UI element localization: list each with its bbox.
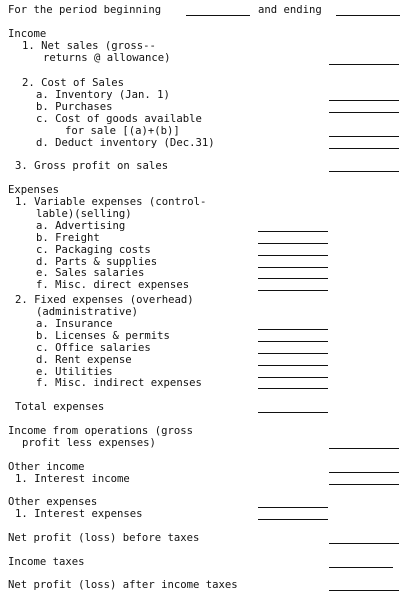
licenses-permits-label: b. Licenses & permits bbox=[36, 330, 170, 342]
misc-direct-blank[interactable] bbox=[258, 290, 328, 291]
cogs-label: c. Cost of goods available bbox=[36, 113, 202, 125]
sales-salaries-blank[interactable] bbox=[258, 278, 328, 279]
variable-expenses-label: 1. Variable expenses (control- bbox=[15, 196, 207, 208]
interest-expenses-label: 1. Interest expenses bbox=[15, 508, 143, 520]
profit-after-taxes-blank[interactable] bbox=[329, 590, 399, 591]
misc-direct-label: f. Misc. direct expenses bbox=[36, 279, 190, 291]
other-income-heading: Other income bbox=[8, 461, 85, 473]
profit-after-taxes-label: Net profit (loss) after income taxes bbox=[8, 579, 238, 591]
period-ending-blank[interactable] bbox=[336, 15, 400, 16]
advertising-label: a. Advertising bbox=[36, 220, 126, 232]
freight-label: b. Freight bbox=[36, 232, 100, 244]
cogs-label-cont: for sale [(a)+(b)] bbox=[65, 125, 180, 137]
purchases-blank[interactable] bbox=[329, 112, 399, 113]
other-expenses-blank[interactable] bbox=[258, 507, 328, 508]
other-expenses-heading: Other expenses bbox=[8, 496, 98, 508]
packaging-costs-label: c. Packaging costs bbox=[36, 244, 151, 256]
fixed-expenses-label: 2. Fixed expenses (overhead) bbox=[15, 294, 194, 306]
deduct-inventory-blank[interactable] bbox=[329, 148, 399, 149]
variable-expenses-label-cont: lable)(selling) bbox=[36, 208, 132, 220]
parts-supplies-blank[interactable] bbox=[258, 267, 328, 268]
sales-salaries-label: e. Sales salaries bbox=[36, 267, 145, 279]
other-income-blank[interactable] bbox=[329, 472, 399, 473]
profit-before-taxes-blank[interactable] bbox=[329, 543, 399, 544]
income-taxes-label: Income taxes bbox=[8, 556, 85, 568]
rent-expense-blank[interactable] bbox=[258, 365, 328, 366]
deduct-inventory-label: d. Deduct inventory (Dec.31) bbox=[36, 137, 215, 149]
income-taxes-blank[interactable] bbox=[329, 567, 393, 568]
parts-supplies-label: d. Parts & supplies bbox=[36, 256, 158, 268]
expenses-heading: Expenses bbox=[8, 184, 60, 196]
utilities-label: e. Utilities bbox=[36, 366, 113, 378]
misc-indirect-label: f. Misc. indirect expenses bbox=[36, 377, 202, 389]
freight-blank[interactable] bbox=[258, 243, 328, 244]
utilities-blank[interactable] bbox=[258, 377, 328, 378]
period-beginning-label: For the period beginning bbox=[8, 4, 162, 16]
rent-expense-label: d. Rent expense bbox=[36, 354, 132, 366]
interest-income-blank[interactable] bbox=[329, 484, 399, 485]
misc-indirect-blank[interactable] bbox=[258, 388, 328, 389]
operations-income-blank[interactable] bbox=[329, 448, 399, 449]
gross-profit-label: 3. Gross profit on sales bbox=[15, 160, 169, 172]
profit-before-taxes-label: Net profit (loss) before taxes bbox=[8, 532, 200, 544]
inventory-jan-label: a. Inventory (Jan. 1) bbox=[36, 89, 170, 101]
purchases-label: b. Purchases bbox=[36, 101, 113, 113]
insurance-blank[interactable] bbox=[258, 329, 328, 330]
office-salaries-label: c. Office salaries bbox=[36, 342, 151, 354]
net-sales-label-cont: returns @ allowance) bbox=[43, 52, 171, 64]
office-salaries-blank[interactable] bbox=[258, 353, 328, 354]
period-ending-label: and ending bbox=[258, 4, 322, 16]
total-expenses-blank[interactable] bbox=[258, 412, 328, 413]
operations-income-label: Income from operations (gross bbox=[8, 425, 193, 437]
cost-of-sales-label: 2. Cost of Sales bbox=[22, 77, 125, 89]
packaging-costs-blank[interactable] bbox=[258, 255, 328, 256]
period-beginning-blank[interactable] bbox=[186, 15, 250, 16]
income-heading: Income bbox=[8, 28, 47, 40]
net-sales-label: 1. Net sales (gross-- bbox=[22, 40, 156, 52]
advertising-blank[interactable] bbox=[258, 231, 328, 232]
cogs-blank[interactable] bbox=[329, 136, 399, 137]
total-expenses-label: Total expenses bbox=[15, 401, 105, 413]
fixed-expenses-label-cont: (administrative) bbox=[36, 306, 139, 318]
inventory-jan-blank[interactable] bbox=[329, 100, 399, 101]
interest-income-label: 1. Interest income bbox=[15, 473, 130, 485]
licenses-permits-blank[interactable] bbox=[258, 341, 328, 342]
operations-income-label-cont: profit less expenses) bbox=[22, 437, 156, 449]
gross-profit-blank[interactable] bbox=[329, 171, 399, 172]
insurance-label: a. Insurance bbox=[36, 318, 113, 330]
interest-expenses-blank[interactable] bbox=[258, 519, 328, 520]
net-sales-blank[interactable] bbox=[329, 64, 399, 65]
